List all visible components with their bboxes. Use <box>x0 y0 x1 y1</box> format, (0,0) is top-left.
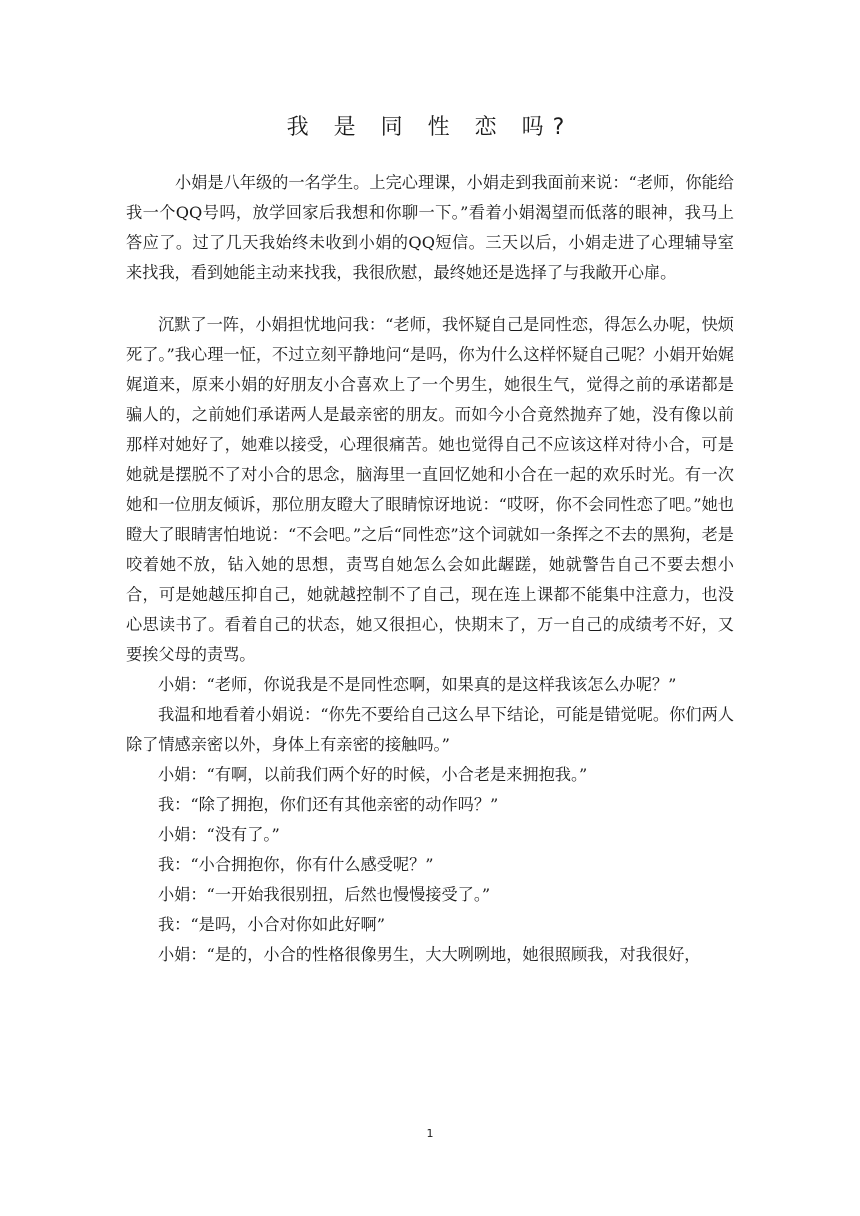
document-body <box>126 168 734 970</box>
dialogue-line: 我：“是吗，小合对你如此好啊” <box>158 915 385 934</box>
dialogue-line: 小娟：“一开始我很别扭，后然也慢慢接受了。” <box>158 885 491 904</box>
paragraph-intro: 小娟是八年级的一名学生。上完心理课，小娟走到我面前来说：“老师，你能给我一个QQ号吗，放学回家后我想和你聊一下。”看着小娟渴望而低落的眼神，我马上答应了。过了几天我始终未收到小娟的QQ短信。三天以后，小娟走进了心理辅导室来找我，看到她能主动来找我，我很欣慰，最终她还是选择了与我敞开心扉。 <box>126 173 734 282</box>
dialogue-line: 小娟：“没有了。” <box>158 825 280 844</box>
dialogue-line: 小娟：“老师，你说我是不是同性恋啊，如果真的是这样我该怎么办呢？” <box>158 675 677 694</box>
dialogue-line: 我温和地看着小娟说：“你先不要给自己这么早下结论，可能是错觉呢。你们两人除了情感亲密以外，身体上有亲密的接触吗。” <box>126 705 734 754</box>
paragraph-story: 沉默了一阵，小娟担忧地问我：“老师，我怀疑自己是同性恋，得怎么办呢，快烦死了。”我心理一怔，不过立刻平静地问“是吗，你为什么这样怀疑自己呢？小娟开始娓娓道来，原来小娟的好朋友小合喜欢上了一个男生，她很生气，觉得之前的承诺都是骗人的，之前她们承诺两人是最亲密的朋友。而如今小合竟然抛弃了她，没有像以前那样对她好了，她难以接受，心理很痛苦。她也觉得自己不应该这样对待小合，可是她就是摆脱不了对小合的思念，脑海里一直回忆她和小合在一起的欢乐时光。有一次她和一位朋友倾诉，那位朋友瞪大了眼睛惊讶地说：“哎呀，你不会同性恋了吧。”她也瞪大了眼睛害怕地说：“不会吧。”之后“同性恋”这个词就如一条挥之不去的黑狗，老是咬着她不放，钻入她的思想，责骂自她怎么会如此龌蹉，她就警告自己不要去想小合，可是她越压抑自己，她就越控制不了自己，现在连上课都不能集中注意力，也没心思读书了。看着自己的状态，她又很担心，快期末了，万一自己的成绩考不好，又要挨父母的责骂。 <box>126 315 734 664</box>
paragraph-spacer <box>126 288 734 310</box>
document-title: 我 是 同 性 恋 吗? <box>286 115 574 140</box>
dialogue-line: 小娟：“是的，小合的性格很像男生，大大咧咧地，她很照顾我，对我很好， <box>158 945 701 964</box>
dialogue-line: 我：“小合拥抱你，你有什么感受呢？” <box>158 855 434 874</box>
page-number: 1 <box>426 1127 434 1140</box>
dialogue-line: 小娟：“有啊，以前我们两个好的时候，小合老是来拥抱我。” <box>158 765 588 784</box>
dialogue-line: 我：“除了拥抱，你们还有其他亲密的动作吗？” <box>158 795 499 814</box>
